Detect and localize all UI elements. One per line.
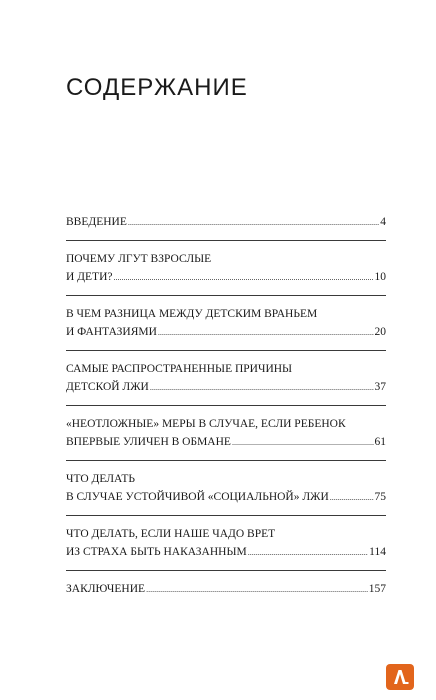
divider [66,350,386,351]
litres-logo-icon [386,664,414,690]
toc-entry-social-lie[interactable] [66,470,386,507]
divider [66,570,386,571]
dot-leader [150,379,374,397]
litres-logo-glyph [386,664,414,690]
toc-entry-common-reasons[interactable] [66,360,386,397]
dot-leader [128,214,379,232]
toc-entry-title: ВВЕДЕНИЕ [66,216,127,228]
dot-leader [146,581,368,599]
toc-entry-urgent-measures[interactable] [66,415,386,452]
toc-entry-lies-vs-fantasy[interactable] [66,305,386,342]
toc-page-number: 114 [369,546,386,558]
dot-leader [248,544,368,562]
toc-page-number: 37 [374,381,386,393]
dot-leader [232,434,374,452]
toc-entry-title: ЧТО ДЕЛАТЬ [66,473,135,485]
toc-entry-title: В ЧЕМ РАЗНИЦА МЕЖДУ ДЕТСКИМ ВРАНЬЕМ [66,308,318,320]
toc-entry-introduction[interactable] [66,213,386,232]
toc-entry-title-cont: ВПЕРВЫЕ УЛИЧЕН В ОБМАНЕ [66,436,231,448]
dot-leader [113,269,373,287]
toc-entry-title-cont: И ФАНТАЗИЯМИ [66,326,157,338]
page-title: СОДЕРЖАНИЕ [66,74,248,101]
toc-entry-title: ЧТО ДЕЛАТЬ, ЕСЛИ НАШЕ ЧАДО ВРЕТ [66,528,276,540]
toc-entry-fear-of-punishment[interactable] [66,525,386,562]
toc-entry-title-cont: ИЗ СТРАХА БЫТЬ НАКАЗАННЫМ [66,546,247,558]
divider [66,515,386,516]
divider [66,460,386,461]
toc-page-number: 10 [374,271,386,283]
toc-entry-why-lie[interactable] [66,250,386,287]
dot-leader [330,489,374,507]
toc-entry-title: ЗАКЛЮЧЕНИЕ [66,583,146,595]
toc-entry-title: САМЫЕ РАСПРОСТРАНЕННЫЕ ПРИЧИНЫ [66,363,293,375]
toc-entry-title: ПОЧЕМУ ЛГУТ ВЗРОСЛЫЕ [66,253,212,265]
toc-entry-title: «НЕОТЛОЖНЫЕ» МЕРЫ В СЛУЧАЕ, ЕСЛИ РЕБЕНОК [66,418,346,430]
table-of-contents [66,213,386,599]
toc-page-number: 4 [380,216,386,228]
toc-page-number: 157 [368,583,386,595]
toc-page-number: 20 [374,326,386,338]
divider [66,240,386,241]
toc-entry-title-cont: В СЛУЧАЕ УСТОЙЧИВОЙ «СОЦИАЛЬНОЙ» ЛЖИ [66,491,329,503]
toc-page-number: 61 [374,436,386,448]
divider [66,295,386,296]
toc-entry-title-cont: ДЕТСКОЙ ЛЖИ [66,381,149,393]
divider [66,405,386,406]
toc-entry-conclusion[interactable] [66,580,386,599]
dot-leader [158,324,374,342]
toc-page-number: 75 [374,491,386,503]
toc-entry-title-cont: И ДЕТИ? [66,271,113,283]
